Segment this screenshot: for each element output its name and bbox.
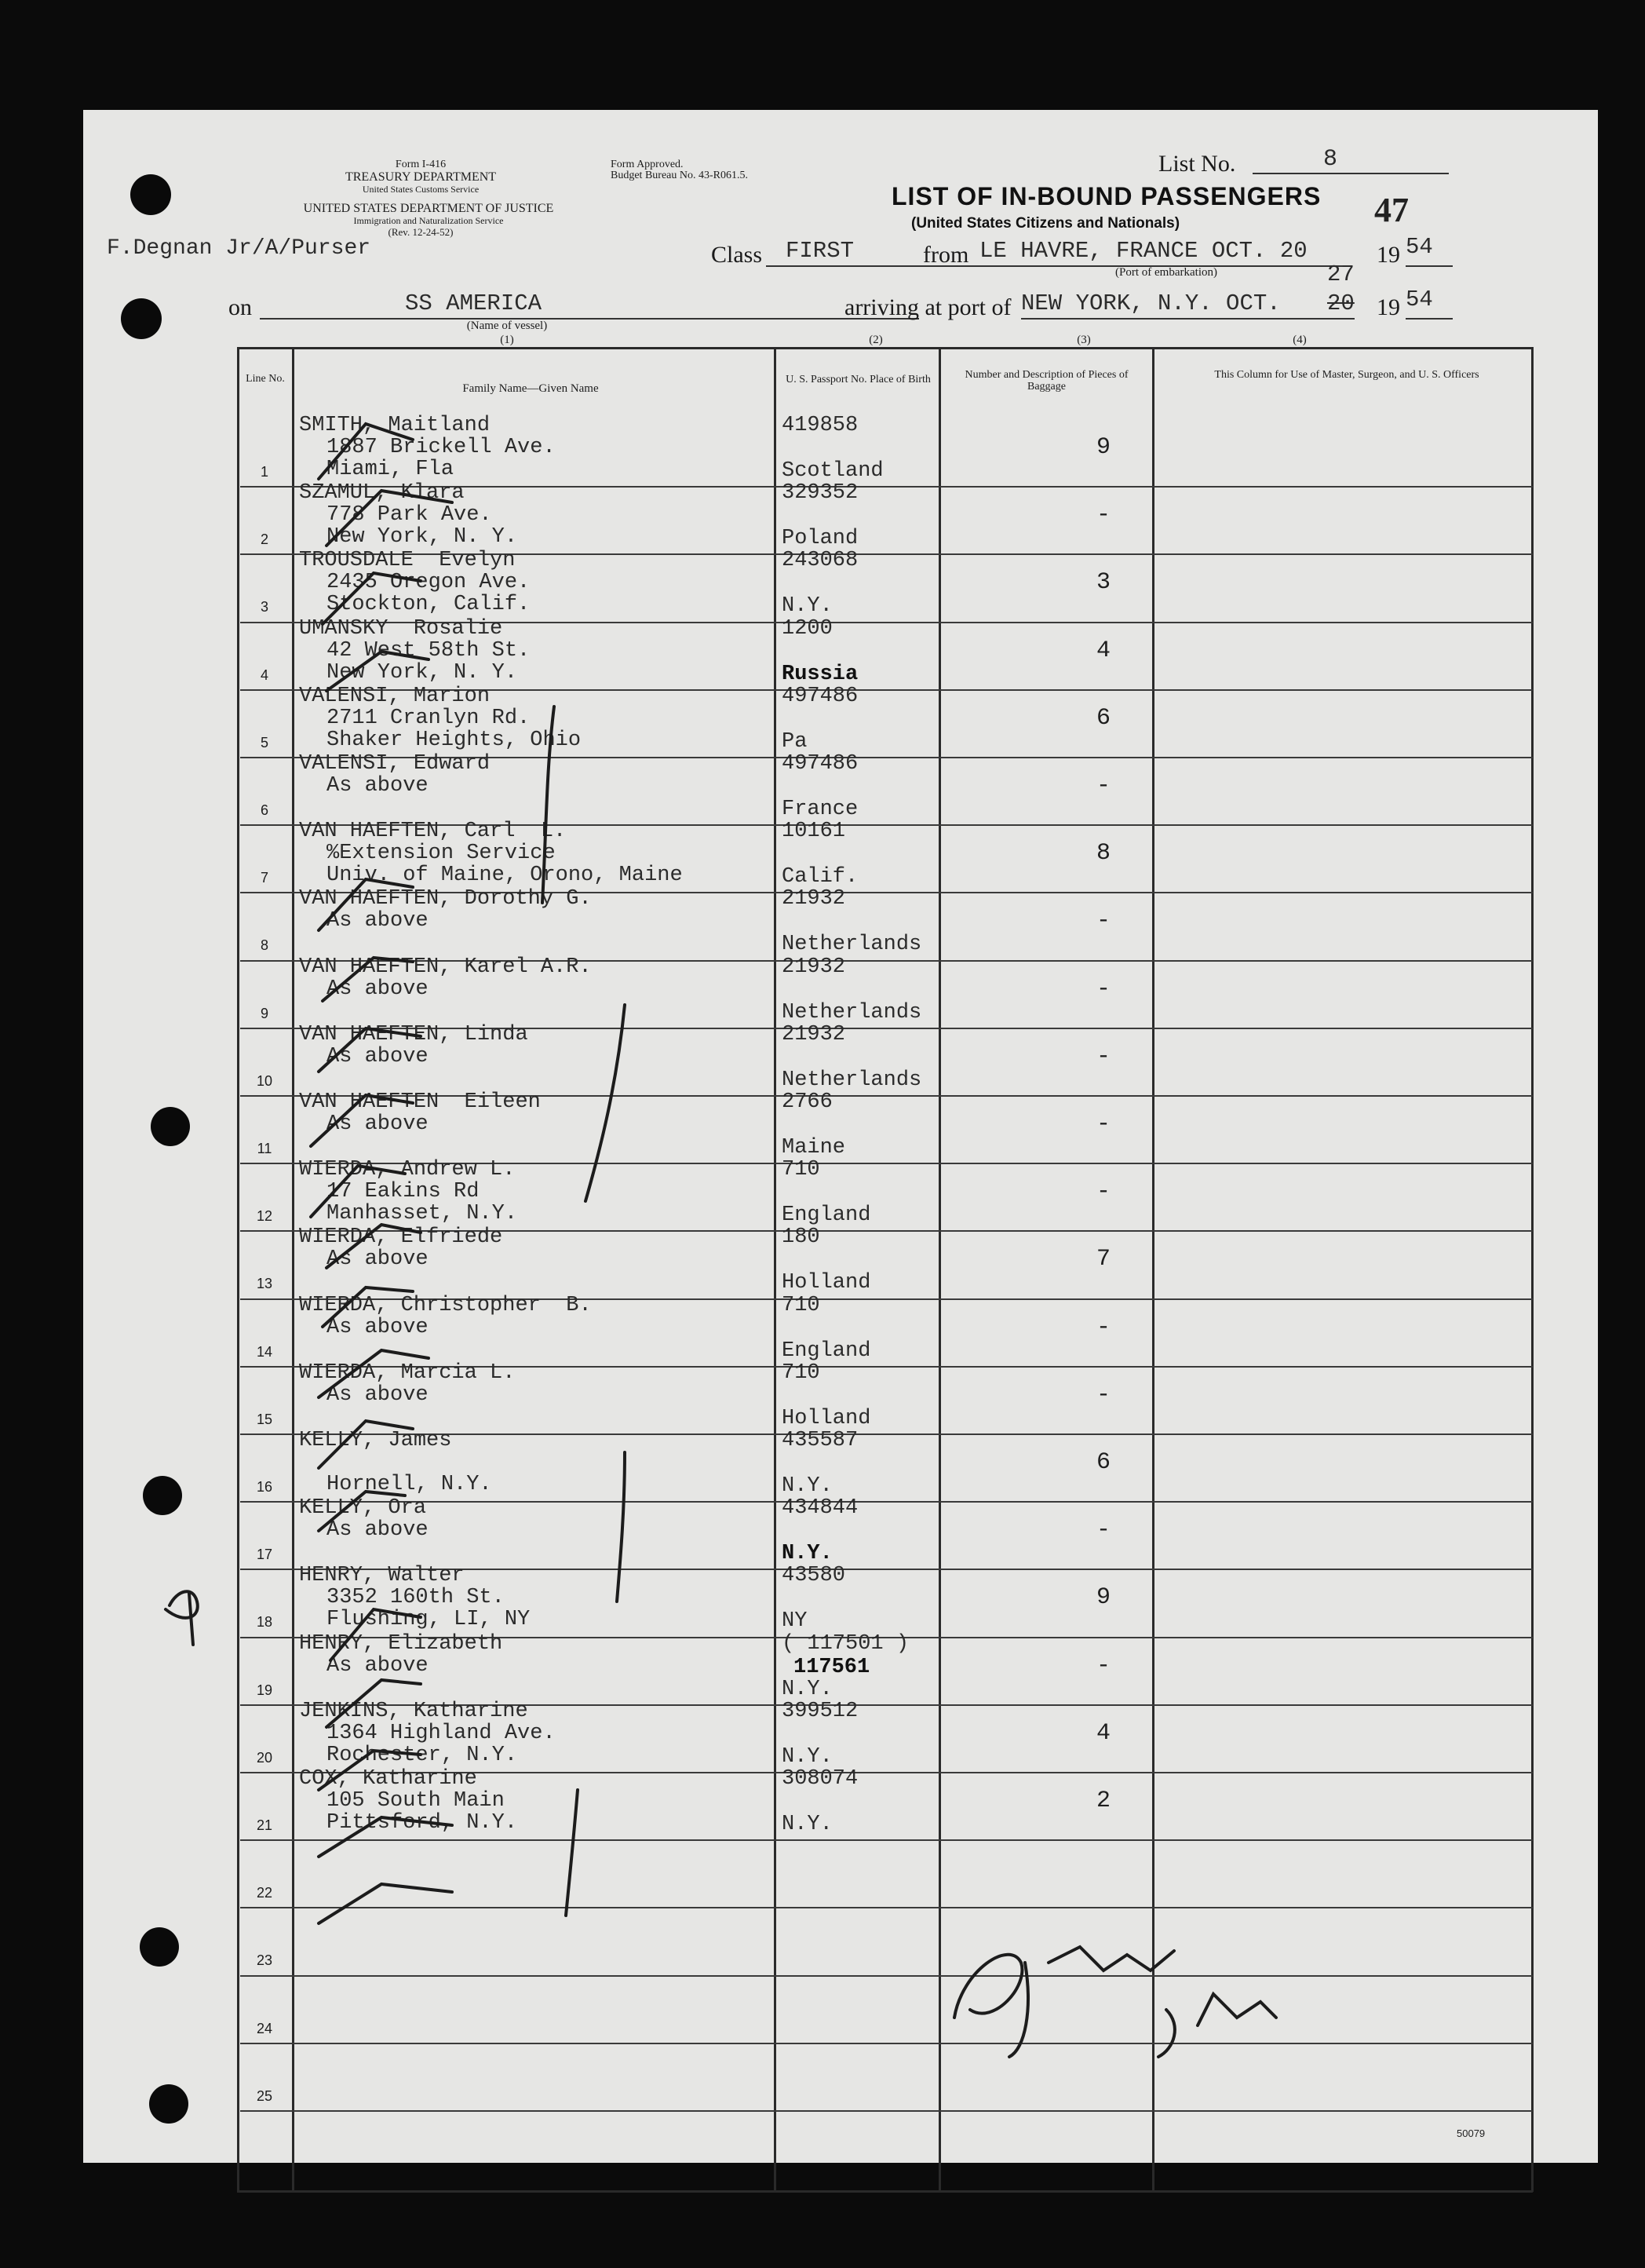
passenger-address-line1: 42 West 58th St. [326, 638, 531, 663]
passport-number: 329352 [782, 481, 859, 506]
passenger-name: VAN HAEFTEN Eileen [299, 1090, 541, 1114]
arrival-year-prefix: 19 [1377, 294, 1400, 320]
passport-number: 308074 [782, 1767, 859, 1791]
place-of-birth: Holland [782, 1406, 871, 1430]
class-value: FIRST [786, 238, 855, 264]
passenger-name: HENRY, Elizabeth [299, 1631, 503, 1656]
line-number: 16 [256, 1479, 273, 1495]
arrival-port: NEW YORK, N.Y. OCT. [1021, 290, 1281, 316]
passport-number: 2766 [782, 1090, 833, 1114]
passenger-address-line1: As above [326, 1382, 429, 1407]
revision-date: (Rev. 12-24-52) [388, 226, 454, 238]
passport-number: 180 [782, 1225, 820, 1250]
vessel-caption: (Name of vessel) [466, 320, 548, 332]
column-3-number: (3) [1077, 334, 1091, 346]
passenger-address-line2: Manhasset, N.Y. [326, 1202, 518, 1226]
line-number: 9 [260, 1005, 268, 1021]
passenger-address-line1: 778 Park Ave. [326, 503, 492, 528]
place-of-birth: N.Y. [782, 1542, 833, 1566]
passenger-name: VAN HAEFTEN, Carl L. [299, 820, 567, 844]
line-number: 10 [256, 1072, 273, 1089]
passenger-manifest-page [83, 110, 1598, 2163]
line-number: 23 [256, 1952, 273, 1969]
baggage-count: 9 [1096, 434, 1111, 461]
arrival-day-struck: 20 [1327, 290, 1355, 316]
passport-header: U. S. Passport No. Place of Birth [786, 374, 931, 385]
passenger-name: WIERDA, Elfriede [299, 1225, 503, 1250]
ins-service: Immigration and Naturalization Service [353, 215, 504, 226]
baggage-count: - [1096, 1517, 1111, 1544]
passport-number: 243068 [782, 549, 859, 573]
baggage-count: - [1096, 1652, 1111, 1679]
baggage-count: - [1096, 502, 1111, 529]
embarkation-port: LE HAVRE, FRANCE OCT. 20 [979, 238, 1308, 264]
passport-number: 710 [782, 1293, 820, 1317]
form-name: Form I-416 [395, 159, 447, 170]
line-number: 15 [256, 1411, 273, 1427]
place-of-birth: Netherlands [782, 933, 922, 957]
passenger-address-line2: Shaker Heights, Ohio [326, 728, 582, 752]
place-of-birth: Russia [782, 662, 859, 686]
passenger-name: TROUSDALE Evelyn [299, 549, 516, 573]
passport-number: 497486 [782, 752, 859, 776]
justice-dept: UNITED STATES DEPARTMENT OF JUSTICE [303, 202, 554, 215]
passport-number: 434844 [782, 1496, 859, 1521]
baggage-count: - [1096, 1178, 1111, 1206]
baggage-count: - [1096, 1111, 1111, 1138]
passport-number-corrected: 117561 [793, 1655, 870, 1679]
passenger-address-line1: 17 Eakins Rd [326, 1180, 480, 1204]
passenger-address-line1: 2711 Cranlyn Rd. [326, 706, 531, 730]
passenger-address-line1: 3352 160th St. [326, 1586, 505, 1610]
passenger-name: HENRY, Walter [299, 1564, 465, 1588]
page-number: 47 [1374, 191, 1409, 229]
passenger-address-line2: Pittsford, N.Y. [326, 1811, 518, 1835]
embarkation-caption: (Port of embarkation) [1115, 266, 1217, 279]
place-of-birth: Poland [782, 527, 859, 551]
passport-number: 43580 [782, 1564, 846, 1588]
passenger-name: JENKINS, Katharine [299, 1699, 528, 1723]
passport-number: 710 [782, 1158, 820, 1182]
passenger-name: KELLY, James [299, 1429, 452, 1452]
baggage-count: - [1096, 1381, 1111, 1408]
line-number: 12 [256, 1208, 273, 1225]
place-of-birth: Calif. [782, 865, 859, 889]
passenger-name: WIERDA, Marcia L. [299, 1360, 516, 1385]
passport-number: 497486 [782, 684, 859, 708]
passport-number: 1200 [782, 616, 833, 641]
place-of-birth: Netherlands [782, 1068, 922, 1092]
line-number: 6 [260, 802, 268, 818]
budget-bureau: Budget Bureau No. 43-R061.5. [611, 170, 748, 181]
place-of-birth: N.Y. [782, 1474, 833, 1498]
baggage-count: 3 [1096, 569, 1111, 597]
on-label: on [228, 294, 252, 320]
baggage-count: 6 [1096, 704, 1111, 732]
baggage-count: 6 [1096, 1449, 1111, 1476]
line-number: 14 [256, 1343, 273, 1360]
passenger-address-line2: Miami, Fla [326, 458, 454, 481]
family-name-header: Family Name—Given Name [462, 382, 599, 395]
baggage-count: 7 [1096, 1246, 1111, 1273]
line-number: 22 [256, 1885, 273, 1901]
customs-service: United States Customs Service [362, 184, 480, 195]
arrival-year: 54 [1406, 287, 1433, 312]
place-of-birth: Scotland [782, 459, 884, 483]
column-1-number: (1) [500, 334, 514, 346]
line-number: 7 [260, 870, 268, 886]
baggage-count: 4 [1096, 637, 1111, 664]
passenger-address-line1: As above [326, 1247, 429, 1272]
passenger-address-line1: 2435 Oregon Ave. [326, 571, 531, 595]
form-code: 50079 [1457, 2127, 1486, 2139]
line-number: 18 [256, 1614, 273, 1631]
passenger-address-line1: %Extension Service [326, 842, 556, 866]
passenger-name: VAN HAEFTEN, Dorothy G. [299, 887, 592, 911]
place-of-birth: Netherlands [782, 1000, 922, 1024]
baggage-count: - [1096, 975, 1111, 1003]
line-number: 4 [260, 667, 268, 683]
treasury-dept: TREASURY DEPARTMENT [345, 170, 497, 184]
place-of-birth: France [782, 798, 859, 821]
column-2-number: (2) [869, 334, 883, 346]
line-number: 19 [256, 1682, 273, 1698]
place-of-birth: N.Y. [782, 1744, 833, 1769]
passenger-address-line2: Stockton, Calif. [326, 593, 531, 617]
passenger-address-line1: As above [326, 1518, 429, 1543]
place-of-birth: N.Y. [782, 1813, 833, 1836]
baggage-header: Number and Description of Pieces of Baggage [965, 369, 1129, 393]
baggage-count: 4 [1096, 1719, 1111, 1747]
from-label: from [923, 242, 969, 268]
baggage-count: 8 [1096, 840, 1111, 867]
passenger-address-line1: As above [326, 774, 429, 798]
handwritten-annotations [83, 110, 1598, 2163]
class-label: Class [711, 242, 763, 268]
passenger-name: KELLY, Ora [299, 1496, 427, 1521]
line-number: 21 [256, 1817, 273, 1833]
passenger-name: UMANSKY Rosalie [299, 616, 503, 641]
passenger-name: WIERDA, Andrew L. [299, 1158, 516, 1182]
baggage-count: - [1096, 908, 1111, 935]
arriving-label: arriving at port of [844, 294, 1012, 320]
passenger-name: SZAMUL, Klara [299, 481, 465, 506]
list-no-label: List No. [1158, 151, 1236, 177]
passport-number: 21932 [782, 887, 846, 911]
baggage-count: - [1096, 1313, 1111, 1341]
place-of-birth: N.Y. [782, 1677, 833, 1701]
passport-number: 710 [782, 1360, 820, 1385]
line-number: 24 [256, 2020, 273, 2036]
form-subtitle: (United States Citizens and Nationals) [911, 215, 1180, 232]
place-of-birth: N.Y. [782, 594, 833, 619]
passenger-address-line1: 105 South Main [326, 1789, 505, 1813]
passenger-address-line1: As above [326, 1044, 429, 1068]
column-4-number: (4) [1293, 334, 1307, 346]
passenger-address-line2: Hornell, N.Y. [326, 1473, 492, 1496]
line-number: 11 [257, 1141, 272, 1156]
passenger-address-line1: As above [326, 977, 429, 1001]
line-number: 2 [260, 531, 268, 548]
passenger-address-line1: As above [326, 909, 429, 933]
passenger-address-line1: As above [326, 1653, 429, 1678]
purser-name: F.Degnan Jr/A/Purser [107, 236, 371, 261]
place-of-birth: Maine [782, 1136, 846, 1160]
passenger-address-line1: 1364 Highland Ave. [326, 1721, 556, 1745]
passport-number: 399512 [782, 1699, 859, 1723]
passenger-address-line1: 1887 Brickell Ave. [326, 436, 556, 459]
passenger-address-line2: Rochester, N.Y. [326, 1743, 518, 1767]
passenger-name: COX, Katharine [299, 1767, 477, 1791]
from-year: 54 [1406, 234, 1433, 260]
passenger-address-line1: As above [326, 1315, 429, 1339]
line-number: 13 [256, 1276, 273, 1292]
line-no-header: Line No. [246, 373, 285, 385]
line-number: 1 [260, 464, 268, 480]
place-of-birth: England [782, 1203, 871, 1228]
place-of-birth: NY [782, 1609, 808, 1634]
passenger-name: SMITH, Maitland [299, 414, 491, 437]
line-number: 17 [256, 1547, 273, 1563]
officers-header: This Column for Use of Master, Surgeon, and U. S. Officers [1214, 369, 1479, 381]
place-of-birth: Pa [782, 729, 808, 754]
passenger-address-line2: Flushing, LI, NY [326, 1608, 531, 1632]
baggage-count: 9 [1096, 1584, 1111, 1612]
baggage-count: - [1096, 772, 1111, 799]
arrival-day: 27 [1327, 261, 1355, 287]
passport-number: 435587 [782, 1429, 859, 1452]
passenger-name: VALENSI, Marion [299, 684, 491, 708]
form-approved: Form Approved. [611, 159, 684, 170]
passport-number: 10161 [782, 820, 846, 844]
passenger-address-line2: Univ. of Maine, Orono, Maine [326, 864, 683, 888]
passenger-address-line1: As above [326, 1112, 429, 1136]
from-year-prefix: 19 [1377, 242, 1400, 268]
passenger-name: VAN HAEFTEN, Karel A.R. [299, 955, 592, 979]
line-number: 3 [260, 599, 268, 615]
vessel-name: SS AMERICA [405, 290, 542, 316]
line-number: 25 [256, 2087, 273, 2104]
place-of-birth: England [782, 1339, 871, 1363]
passport-number: 21932 [782, 1022, 846, 1046]
line-number: 5 [260, 734, 268, 751]
baggage-count: - [1096, 1043, 1111, 1070]
passenger-name: WIERDA, Christopher B. [299, 1293, 592, 1317]
list-no-value: 8 [1323, 146, 1338, 173]
passport-number: 21932 [782, 955, 846, 979]
passenger-name: VALENSI, Edward [299, 752, 491, 776]
line-number: 8 [260, 937, 268, 954]
passport-number: ( 117501 ) [782, 1631, 910, 1656]
line-number: 20 [256, 1749, 273, 1766]
passenger-address-line2: New York, N. Y. [326, 660, 518, 685]
passport-number: 419858 [782, 414, 859, 437]
passenger-name: VAN HAEFTEN, Linda [299, 1022, 528, 1046]
place-of-birth: Holland [782, 1271, 871, 1295]
passenger-address-line2: New York, N. Y. [326, 525, 518, 550]
form-title: LIST OF IN-BOUND PASSENGERS [892, 182, 1322, 210]
baggage-count: 2 [1096, 1788, 1111, 1814]
